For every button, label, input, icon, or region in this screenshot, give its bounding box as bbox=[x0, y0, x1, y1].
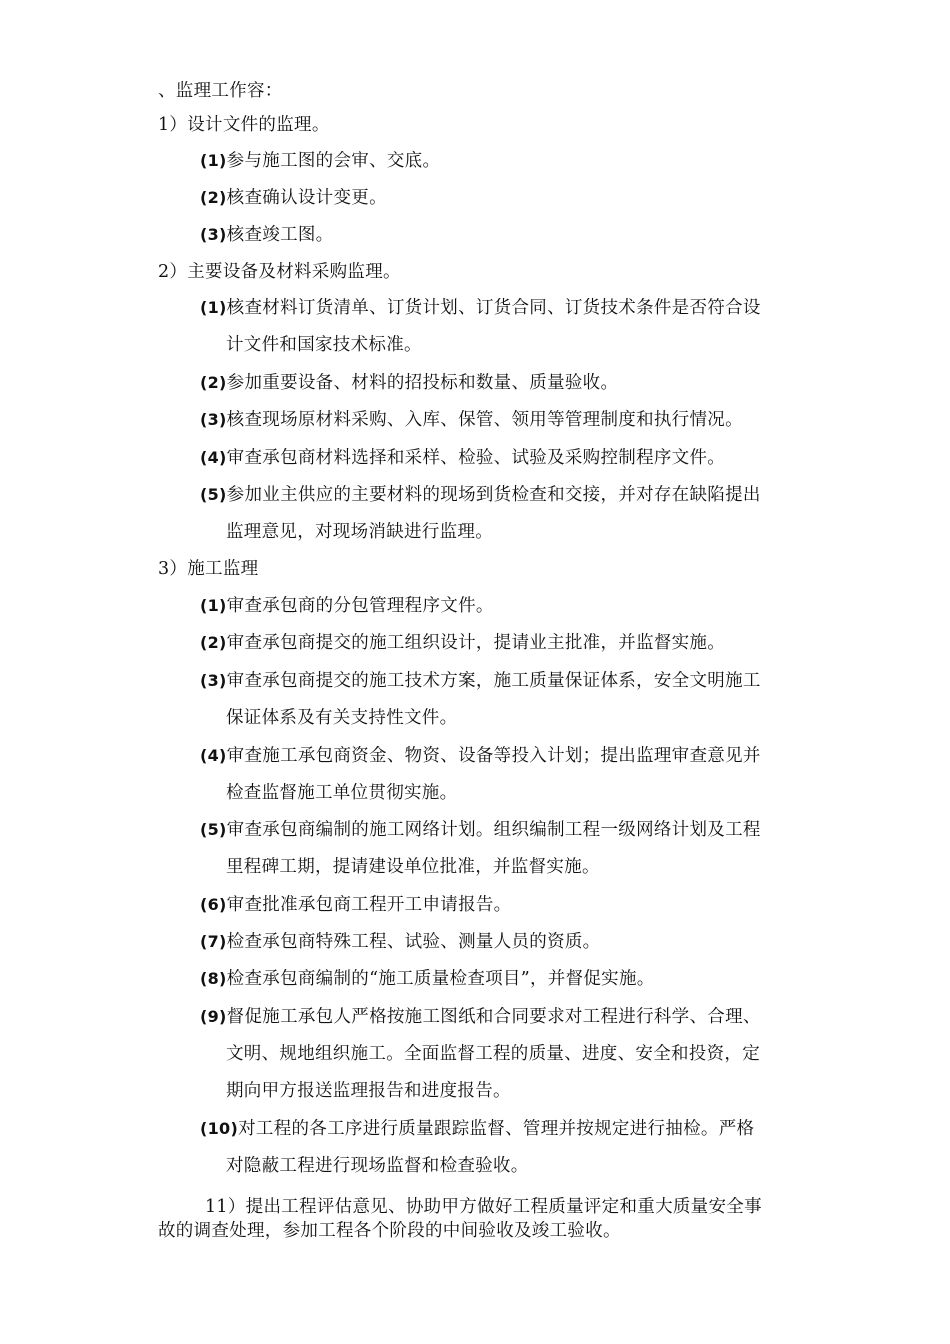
item-number: (5) bbox=[200, 485, 227, 504]
section-3-title: 3）施工监理 bbox=[158, 559, 259, 579]
item-continuation: 保证体系及有关支持性文件。 bbox=[226, 708, 458, 728]
item-continuation: 对隐蔽工程进行现场监督和检查验收。 bbox=[226, 1156, 529, 1176]
item-number: (4) bbox=[200, 746, 227, 765]
item-text: 审查承包商提交的施工技术方案，施工质量保证体系，安全文明施工 bbox=[226, 671, 761, 691]
item-text: 参加重要设备、材料的招投标和数量、质量验收。 bbox=[226, 373, 619, 393]
item-text: 核查确认设计变更。 bbox=[226, 188, 387, 208]
item-number: (9) bbox=[200, 1007, 227, 1026]
item-text: 审查承包商材料选择和采样、检验、试验及采购控制程序文件。 bbox=[226, 448, 726, 468]
section-1-title: 1）设计文件的监理。 bbox=[158, 115, 330, 135]
item-number: (7) bbox=[200, 932, 227, 951]
list-item bbox=[200, 447, 725, 469]
section-2-title: 2）主要设备及材料采购监理。 bbox=[158, 262, 401, 282]
item-number: (3) bbox=[200, 410, 227, 429]
list-item bbox=[200, 931, 600, 953]
item-number: (3) bbox=[200, 671, 227, 690]
list-item bbox=[200, 632, 725, 654]
item-continuation: 期向甲方报送监理报告和进度报告。 bbox=[226, 1081, 511, 1101]
list-item bbox=[200, 297, 761, 319]
list-item bbox=[200, 968, 655, 990]
item-number: (1) bbox=[200, 596, 227, 615]
item-text: 审查承包商编制的施工网络计划。组织编制工程一级网络计划及工程 bbox=[226, 820, 761, 840]
list-item bbox=[200, 745, 761, 767]
item-continuation: 监理意见，对现场消缺进行监理。 bbox=[226, 522, 493, 542]
item-text: 核查材料订货清单、订货计划、订货合同、订货技术条件是否符合设 bbox=[226, 298, 761, 318]
final-paragraph-line-2: 故的调查处理，参加工程各个阶段的中间验收及竣工验收。 bbox=[158, 1221, 621, 1241]
item-text: 核查现场原材料采购、入库、保管、领用等管理制度和执行情况。 bbox=[226, 410, 743, 430]
list-item bbox=[200, 1118, 754, 1140]
item-text: 对工程的各工序进行质量跟踪监督、管理并按规定进行抽检。严格 bbox=[238, 1119, 755, 1139]
item-number: (1) bbox=[200, 151, 227, 170]
list-item bbox=[200, 595, 494, 617]
item-number: (8) bbox=[200, 969, 227, 988]
item-number: (5) bbox=[200, 820, 227, 839]
item-number: (10) bbox=[200, 1119, 239, 1138]
item-number: (2) bbox=[200, 188, 227, 207]
list-item bbox=[200, 150, 440, 172]
list-item bbox=[200, 894, 511, 916]
item-text: 参加业主供应的主要材料的现场到货检查和交接，并对存在缺陷提出 bbox=[226, 485, 761, 505]
list-item bbox=[200, 819, 761, 841]
item-text: 检查承包商编制的“施工质量检查项目”，并督促实施。 bbox=[226, 969, 655, 989]
list-item bbox=[200, 187, 387, 209]
list-item bbox=[200, 409, 743, 431]
final-paragraph-line-1: 11）提出工程评估意见、协助甲方做好工程质量评定和重大质量安全事 bbox=[205, 1197, 762, 1217]
item-text: 审查承包商提交的施工组织设计，提请业主批准，并监督实施。 bbox=[226, 633, 726, 653]
item-text: 审查承包商的分包管理程序文件。 bbox=[226, 596, 494, 616]
item-number: (3) bbox=[200, 225, 227, 244]
item-number: (4) bbox=[200, 448, 227, 467]
item-text: 督促施工承包人严格按施工图纸和合同要求对工程进行科学、合理、 bbox=[226, 1007, 761, 1027]
heading: 、监理工作容： bbox=[158, 81, 283, 101]
item-text: 参与施工图的会审、交底。 bbox=[226, 151, 441, 171]
item-text: 审查批准承包商工程开工申请报告。 bbox=[226, 895, 512, 915]
item-number: (2) bbox=[200, 633, 227, 652]
item-number: (1) bbox=[200, 298, 227, 317]
list-item bbox=[200, 670, 761, 692]
item-continuation: 计文件和国家技术标准。 bbox=[226, 335, 422, 355]
item-number: (6) bbox=[200, 895, 227, 914]
item-text: 检查承包商特殊工程、试验、测量人员的资质。 bbox=[226, 932, 601, 952]
list-item bbox=[200, 372, 618, 394]
list-item bbox=[200, 224, 333, 246]
item-text: 审查施工承包商资金、物资、设备等投入计划；提出监理审查意见并 bbox=[226, 746, 761, 766]
item-continuation: 里程碑工期，提请建设单位批准，并监督实施。 bbox=[226, 857, 600, 877]
list-item bbox=[200, 484, 761, 506]
item-continuation: 检查监督施工单位贯彻实施。 bbox=[226, 783, 458, 803]
item-continuation: 文明、规地组织施工。全面监督工程的质量、进度、安全和投资，定 bbox=[226, 1044, 760, 1064]
item-text: 核查竣工图。 bbox=[226, 225, 334, 245]
item-number: (2) bbox=[200, 373, 227, 392]
list-item bbox=[200, 1006, 761, 1028]
